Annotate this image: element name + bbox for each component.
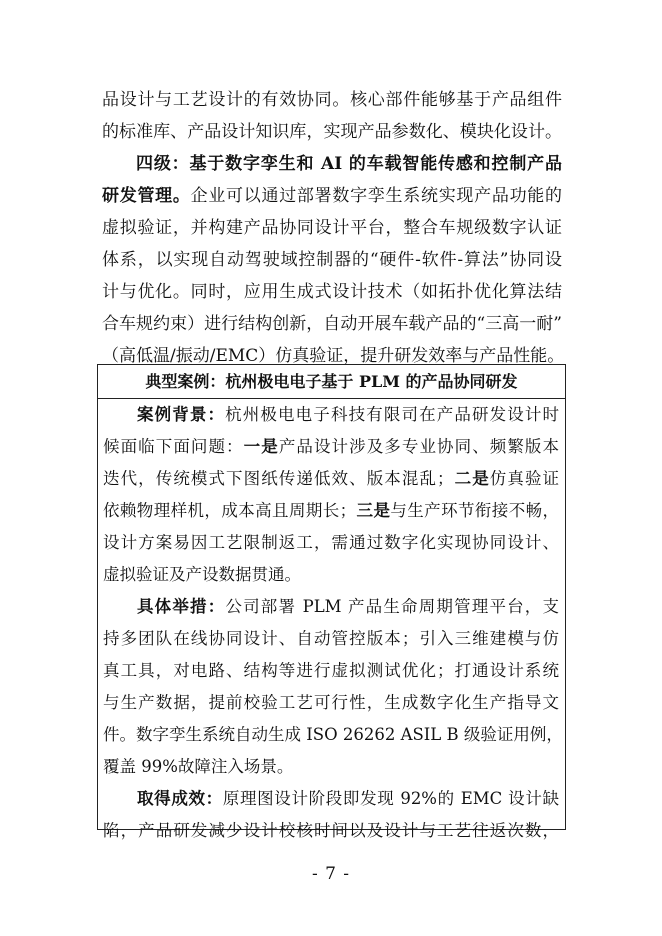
body-text [102, 84, 565, 372]
results-label: 取得成效： [137, 789, 223, 808]
case-line [103, 591, 559, 623]
paragraph-line: 合车规约束）进行结构创新，自动开展车载产品的“三高一耐” [102, 314, 562, 334]
paragraph-text: 企业可以通过部署数字孪生系统实现产品功能的 [190, 186, 563, 206]
level4-heading: 四级：基于数字孪生和 AI 的车载智能传感和控制产品 [136, 154, 562, 174]
case-emphasis: 一是 [243, 437, 279, 456]
case-text: 杭州极电电子科技有限司在产品研发设计时 [225, 405, 560, 424]
case-line [103, 431, 559, 463]
case-line: 覆盖 99%故障注入场景。 [103, 757, 294, 776]
case-line [103, 495, 559, 527]
case-study-body [98, 399, 565, 847]
paragraph-line: 体系，以实现自动驾驶域控制器的“硬件-软件-算法”协同设 [102, 250, 562, 270]
case-line: 设计方案易因工艺限制返工，需通过数字化实现协同设计、 [103, 533, 559, 552]
case-emphasis: 二是 [453, 469, 490, 488]
case-line: 真工具，对电路、结构等进行虚拟测试优化；打通设计系统 [103, 661, 559, 680]
paragraph-line: 虚拟验证，并构建产品协同设计平台，整合车规级数字认证 [102, 218, 562, 238]
case-line [103, 783, 559, 815]
case-text: 公司部署 PLM 产品生命周期管理平台，支 [225, 597, 559, 616]
case-line [103, 399, 559, 431]
case-line [103, 463, 559, 495]
case-line: 陷，产品研发减少设计校核时间以及设计与工艺往返次数， [103, 821, 559, 840]
case-text: 产品设计涉及多专业协同、频繁版本 [278, 437, 560, 456]
case-study-title: 典型案例：杭州极电电子基于 PLM 的产品协同研发 [98, 365, 565, 399]
level4-heading-end: 研发管理。 [102, 186, 191, 206]
measures-label: 具体举措： [137, 597, 226, 616]
case-text: 迭代，传统模式下图纸传递低效、版本混乱； [103, 469, 454, 488]
case-study-box [97, 364, 566, 840]
page-number: - 7 - [311, 864, 351, 884]
case-text: 依赖物理样机，成本高且周期长； [103, 501, 357, 520]
paragraph-line: 的标准库、产品设计知识库，实现产品参数化、模块化设计。 [102, 122, 562, 142]
paragraph-line [102, 180, 562, 212]
case-line: 虚拟验证及产设数据贯通。 [103, 565, 301, 584]
paragraph-line: 品设计与工艺设计的有效协同。核心部件能够基于产品组件 [102, 90, 562, 110]
case-text: 与生产环节衔接不畅， [390, 501, 560, 520]
paragraph-line: 计与优化。同时，应用生成式设计技术（如拓扑优化算法结 [102, 282, 562, 302]
case-text: 仿真验证 [489, 469, 560, 488]
case-text: 原理图设计阶段即发现 92%的 EMC 设计缺 [222, 789, 560, 808]
case-line: 与生产数据，提前校验工艺可行性，生成数字化生产指导文 [103, 693, 559, 712]
case-line: 持多团队在线协同设计、自动管控版本；引入三维建模与仿 [103, 629, 559, 648]
background-label: 案例背景： [137, 405, 226, 424]
case-text: 候面临下面问题： [103, 437, 244, 456]
paragraph-line: （高低温/振动/EMC）仿真验证，提升研发效率与产品性能。 [102, 346, 565, 366]
case-line: 件。数字孪生系统自动生成 ISO 26262 ASIL B 级验证用例， [103, 725, 563, 744]
case-emphasis: 三是 [356, 501, 391, 520]
